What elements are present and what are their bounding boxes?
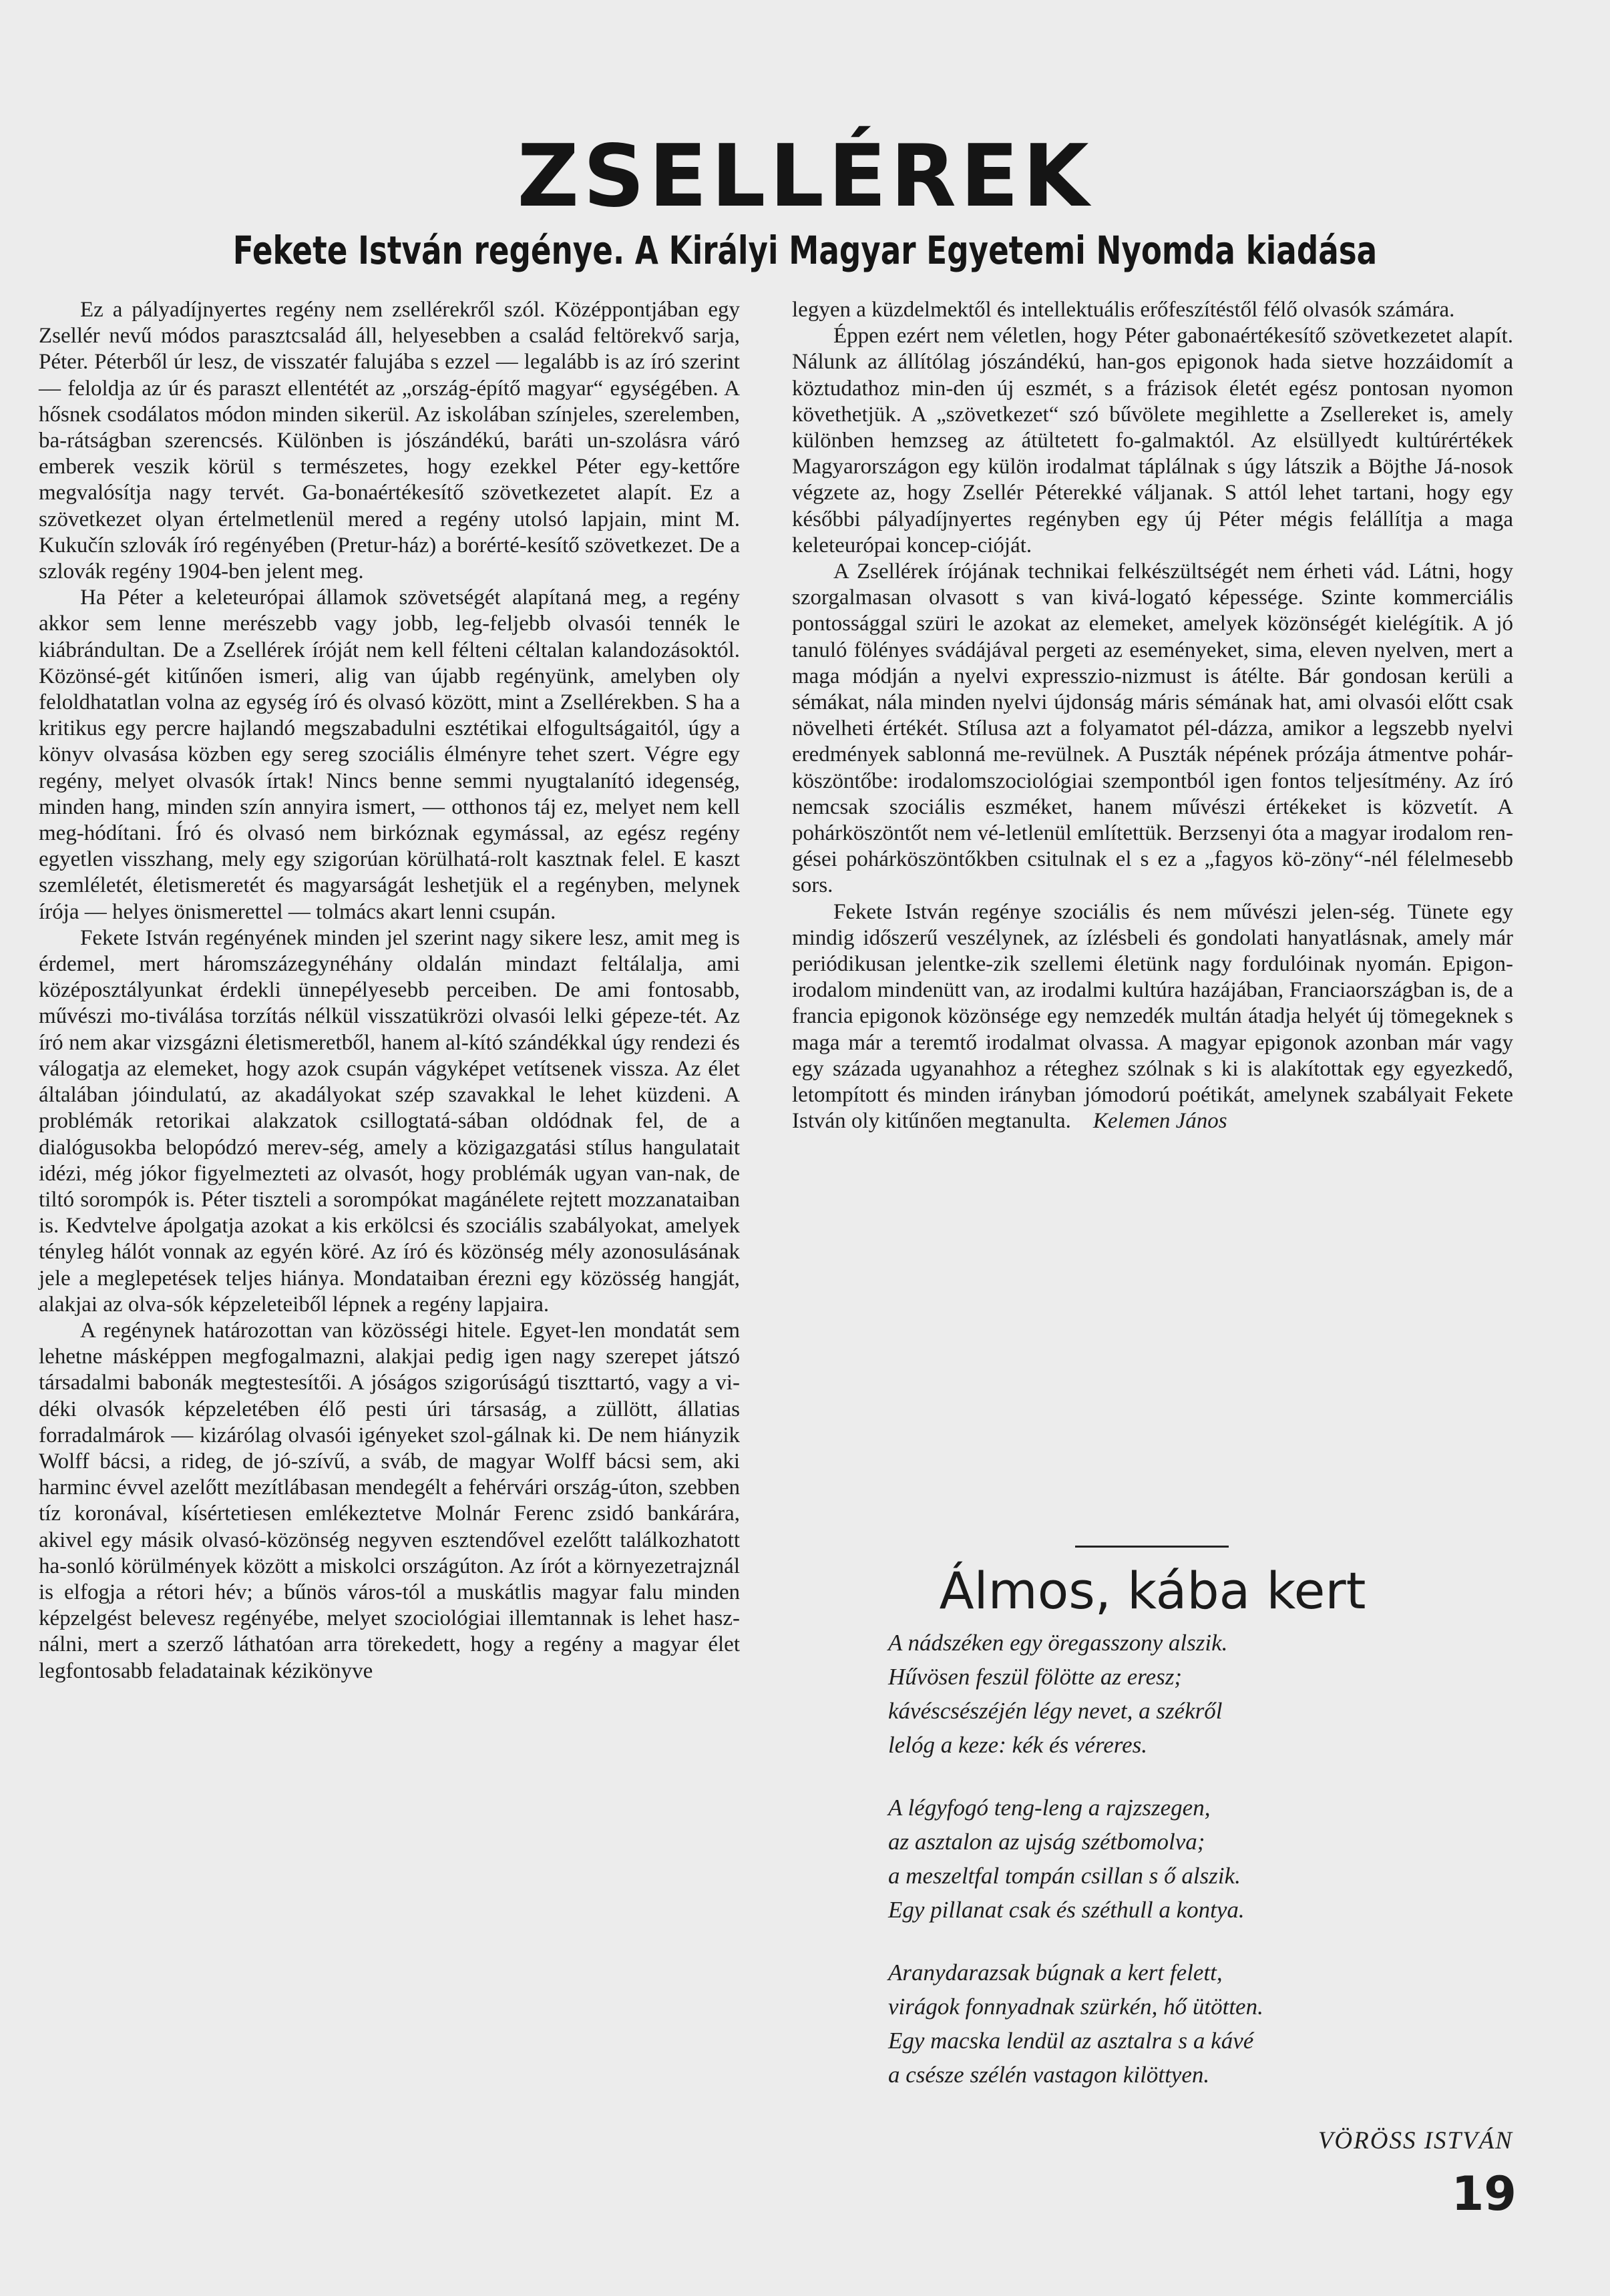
review-paragraph: A Zsellérek írójának technikai felkészültségét nem érheti vád. Látni, hogy szorgalmasan olvasott s van kivá-logató képessége. Szinte kommerciális pontossággal szüri le azokat az elemeket, amelyek közönségét kielégítik. A jó tanuló fölényes svádájával pergeti az eseményeket, sima, eleven nyelven, mert a maga módján a nyelvi expresszio-nizmust is átélte. Bár gondosan kerüli a sémákat, nála minden nyelvi újdonság máris sémának hat, ami olvasói előtt csak növelheti értékét. Stílusa azt a folyamatot pél-dázza, amikor a legszebb nyelvi eredmények sablonná me-revülnek. A Puszták népének prózája átmentve pohár-köszöntőbe: irodalomszociológiai szempontból igen fontos teljesítmény. Az író nemcsak szociális eszméket, hanem művészi értékeket is közvetít. A pohárköszöntőt nem vé-letlenül említettük. Berzsenyi óta a magyar irodalom ren-gései pohárköszöntőkben csitulnak el s ez a „fagyos kö-zöny“-nél félelmesebb sors. xyxy=(792,559,1513,898)
poem-stanza xyxy=(888,1626,1489,1762)
section-divider xyxy=(1075,1546,1229,1548)
poem-line: a meszeltfal tompán csillan s ő alszik. xyxy=(888,1863,1241,1889)
page-number: 19 xyxy=(1451,2166,1517,2221)
poem-body xyxy=(888,1626,1489,2120)
review-paragraph: Fekete István regényének minden jel szerint nagy sikere lesz, amit meg is érdemel, mert háromszázegynéhány oldalán mindazt feltálalja, ami középosztályunkat érdekli ünnepélyesebb perceiben. De ami fontosabb, művészi mo-tiválása torzítás nélkül visszatükrözi olvasói lelki gépeze-tét. Az író nem akar vizsgázni életismeretből, hanem al-kító szándékkal úgy rendezi és válogatja az elemeket, hogy azok csupán vágyképet vetítsenek vissza. Az élet általában jóindulatú, az akadályokat szép szavakkal le lehet küzdeni. A problémák retorikai alakzatok csillogtatá-sában oldódnak fel, de a dialógusokba belopódzó merev-ség, amely a közigazgatási stílus hangulatait idézi, még jókor figyelmezteti az olvasót, hogy problémák ugyan van-nak, de tiltó sorompók is. Péter tiszteli a sorompókat magánélete rejtett mozzanataiban is. Kedvtelve ápolgatja azokat a kis erkölcsi és szociális szabályokat, amelyek tényleg hálót vonnak az egyén köré. Az író és közönség mély azonosulásának jele a meglepetések teljes hiánya. Mondataiban érezni egy közösség hangját, alakjai az olva-sók képzeleteiből lépnek a regény lapjaira. xyxy=(39,925,740,1317)
article-title: ZSELLÉREK xyxy=(517,127,1093,226)
review-author: Kelemen János xyxy=(1092,1109,1227,1134)
poem-author: VÖRÖSS ISTVÁN xyxy=(1318,2127,1513,2154)
poem-stanza xyxy=(888,1956,1489,2092)
poem-title: Álmos, kába kert xyxy=(939,1561,1366,1620)
review-paragraph: legyen a küzdelmektől és intellektuális erőfeszítéstől félő olvasók számára. xyxy=(792,298,1455,322)
poem-line: A nádszéken egy öregasszony alszik. xyxy=(888,1630,1228,1656)
review-paragraph xyxy=(792,899,1513,1135)
poem-line: az asztalon az ujság szétbomolva; xyxy=(888,1829,1205,1855)
poem-line: Egy macska lendül az asztalra s a kávé xyxy=(888,2028,1254,2054)
poem-line: a csésze szélén vastagon kilöttyen. xyxy=(888,2062,1210,2088)
poem-line: Egy pillanat csak és széthull a kontya. xyxy=(888,1897,1245,1923)
review-paragraph: A regénynek határozottan van közösségi hitele. Egyet-len mondatát sem lehetne másképpen megfogalmazni, alakjai pedig igen nagy szerepet játszó társadalmi babonák megtestesítői. A jóságos szigorúságú tiszttartó, vagy a vi-déki olvasók képzeletében élő pesti úri társaság, a züllött, állatias forradalmárok — kizárólag olvasói igényeket szol-gálnak ki. De nem hiányzik Wolff bácsi, a rideg, de jó-szívű, a sváb, de magyar Wolff bácsi sem, aki harminc évvel azelőtt mezítlábasan mendegélt a fehérvári ország-úton, szebben tíz koronával, kísértetiesen emlékeztetve Molnár Ferenc zsidó bankárára, akivel egy másik olvasó-közönség negyven esztendővel ezelőtt találkozhatott ha-sonló körülmények között a miskolci országúton. Az írót a környezetrajznál is elfogja a rétori hév; a bűnös város-tól a muskátlis magyar falu minden képzelgést belevesz regényébe, melyet szociológiai illemtannak is lehet hasz-nálni, mert a szerző láthatóan arra törekedett, hogy a regény a magyar élet legfontosabb feladatainak kézikönyve xyxy=(39,1318,740,1683)
review-paragraph: Ez a pályadíjnyertes regény nem zsellérekről szól. Középpontjában egy Zsellér nevű módos parasztcsalád áll, helyesebben a család feltörekvő sarja, Péter. Péterből úr lesz, de visszatér falujába s ezzel — legalább is az író szerint — feloldja az úr és paraszt ellentétét az „ország-építő magyar“ egységében. A hősnek csodálatos módon minden sikerül. Az iskolában színjeles, szerelemben, ba-rátságban szerencsés. Különben is jószándékú, baráti un-szolásra váró emberek veszik körül s természetes, hogy ezekkel Péter egy-kettőre megvalósítja nagy tervét. Ga-bonaértékesítő szövetkezetet alapít. Ez a szövetkezet olyan értelmetlenül mered a regény utolsó lapjain, mint M. Kukučín szlovák író regényében (Pretur-ház) a borérté-kesítő szövetkezet. De a szlovák regény 1904-ben jelent meg. xyxy=(39,298,740,584)
article-subtitle: Fekete István regénye. A Királyi Magyar Egyetemi Nyomda kiadása xyxy=(232,228,1378,273)
poem-stanza xyxy=(888,1791,1489,1927)
poem-line: Aranydarazsak búgnak a kert felett, xyxy=(888,1960,1223,1986)
poem-line: kávéscsészéjén légy nevet, a székről xyxy=(888,1698,1223,1724)
review-paragraph: Éppen ezért nem véletlen, hogy Péter gabonaértékesítő szövetkezetet alapít. Nálunk az állítólag jószándékú, han-gos epigonok hada sietve hozzáidomít a köztudathoz min-den új eszmét, s a frázisok életét egész pontosan nyomon követhetjük. A „szövetkezet“ szó bűvölete megihlette a Zsellereket is, amely különben hemzseg az átültetett fo-galmaktól. Az elsüllyedt kultúrértékek Magyarországon egy külön irodalmat táplálnak s úgy látszik a Böjthe Já-nosok végzete az, hogy Zsellér Péterekké váljanak. S attól lehet tartani, hogy egy későbbi pályadíjnyertes regényben egy új Péter mégis felállítja a maga keleteurópai koncep-cióját. xyxy=(792,324,1513,557)
poem-line: lelóg a keze: kék és véreres. xyxy=(888,1732,1148,1758)
review-right-column xyxy=(792,297,1513,1135)
poem-line: Hűvösen feszül fölötte az eresz; xyxy=(888,1664,1183,1690)
poem-line: A légyfogó teng-leng a rajzszegen, xyxy=(888,1795,1211,1821)
review-paragraph-text: Fekete István regénye szociális és nem művészi jelen-ség. Tünete egy mindig időszerű veszélynek, az ízlésbeli és gondolati hanyatlásnak, amely már periódikusan jelentke-zik szellemi életünk nagy fordulóinak nyomán. Epigon-irodalom mindenütt van, az irodalmi kultúra hazájában, Franciaországban is, de a francia epigonok közönsége egy nemzedék multán átadja helyét új tömegeknek s maga már a teremtő irodalmat olvassa. A magyar epigonok azonban már vagy egy százada ugyanahhoz a réteghez szólnak s ki is alakítottak egy egyezkedő, letompított és minden irányban jómodorú poétikát, amelynek szabályait Fekete István oly kitűnően megtanulta. xyxy=(792,899,1513,1134)
poem-line: virágok fonnyadnak szürkén, hő ütötten. xyxy=(888,1994,1263,2020)
review-left-column xyxy=(39,297,740,1684)
review-paragraph: Ha Péter a keleteurópai államok szövetségét alapítaná meg, a regény akkor sem lenne merészebb vagy jobb, leg-feljebb olvasói tennék le kiábrándultan. De a Zsellérek íróját nem kell félteni céltalan kalandozásoktól. Közönsé-gét kitűnően ismeri, alig van újabb regényünk, amelyben oly feloldhatatlan volna az egység író és olvasó között, mint a Zsellérekben. S ha a kritikus egy percre hajlandó megszabadulni esztétikai elfogultságaitól, úgy a könyv olvasása közben egy sereg szociális élményre tehet szert. Végre egy regény, melyet olvasók írtak! Nincs benne semmi nyugtalanító idegenség, minden hang, minden szín annyira ismert, — otthonos táj ez, melyet nem kell meg-hódítani. Író és olvasó nem birkóznak egymással, az egész regény egyetlen visszhang, mely egy szigorúan körülhatá-rolt kasztnak felel. E kaszt szemléletét, életismeretét és magyarságát leshetjük el a regényben, melynek írója — helyes önismerettel — tolmács akart lenni csupán. xyxy=(39,586,740,924)
